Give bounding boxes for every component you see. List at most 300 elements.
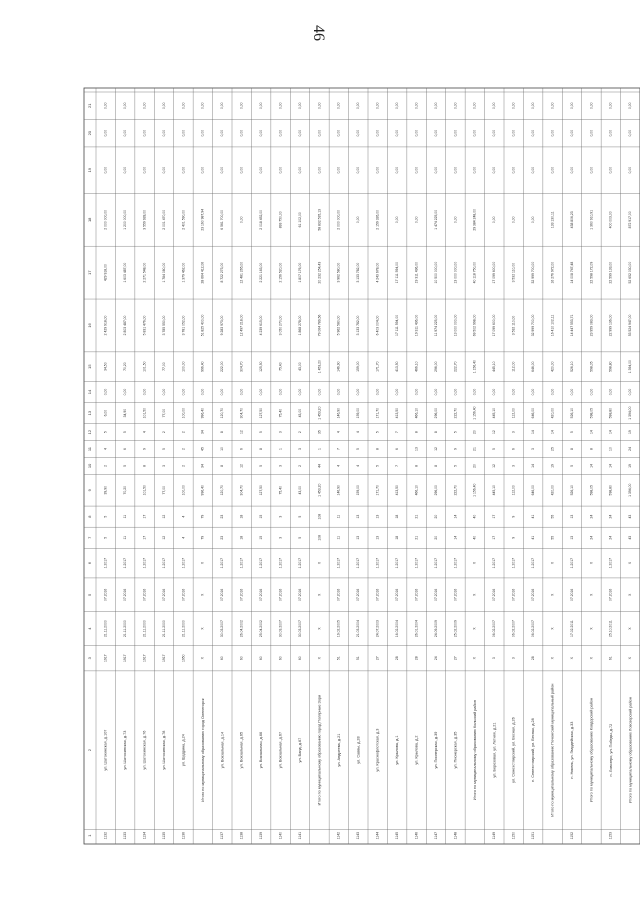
- table-cell: 413,50: [395, 361, 400, 372]
- table-cell-address: Итого по муниципальному образованию Ловозерский район: [628, 697, 633, 804]
- table-cell: X: [317, 657, 322, 660]
- column-header-number: 11: [87, 446, 93, 452]
- table-cell: 34,50: [103, 362, 108, 371]
- table-cell: 12: [492, 430, 497, 435]
- table-cell: 2: [297, 464, 302, 467]
- table-cell: 35: [317, 430, 322, 435]
- table-cell: 19: [550, 464, 555, 468]
- table-cell: 0,00: [278, 388, 283, 396]
- table-cell: 420,00: [550, 485, 555, 496]
- table-cell: 1 807 176,00: [297, 262, 302, 283]
- table-cell: 0,00: [608, 102, 613, 110]
- table-cell: 1.2017: [433, 557, 438, 569]
- table-cell: 9 283 973,00: [220, 315, 225, 336]
- table-cell: 0,00: [395, 129, 400, 137]
- table-cell: 0,00: [181, 388, 186, 396]
- table-cell: 0,00: [492, 129, 497, 137]
- table-cell: 1147: [433, 832, 438, 840]
- table-cell: 1136: [181, 832, 186, 840]
- table-cell: 32 999 700,00: [531, 261, 536, 284]
- table-cell: 10: [608, 447, 613, 451]
- table-cell: 2 803 487,00: [123, 315, 128, 336]
- table-cell: 3: [278, 536, 283, 539]
- table-cell: 6: [239, 448, 244, 450]
- table-cell: 1.2017: [181, 557, 186, 569]
- table-cell: 13: [356, 535, 361, 540]
- table-cell-address: ул. Вокзальная, д.66: [259, 731, 264, 769]
- table-cell: 21.11.2000: [161, 620, 166, 637]
- table-cell: 0,00: [395, 216, 400, 224]
- table-cell: 127,50: [259, 485, 264, 496]
- table-cell: 1.2017: [414, 557, 419, 569]
- table-cell: 1.2017: [453, 557, 458, 569]
- table-cell: 1917: [142, 654, 147, 662]
- table-cell: 1141: [297, 832, 302, 840]
- table-cell: 12: [433, 447, 438, 451]
- table-cell: 0,00: [200, 102, 205, 110]
- table-cell: 79: [200, 535, 205, 540]
- table-cell: 8: [433, 431, 438, 434]
- table-cell: 25.04.2002: [259, 620, 264, 638]
- table-cell: 1152: [569, 832, 574, 840]
- table-cell: 3 785 550,00: [161, 315, 166, 336]
- table-cell: 75,40: [278, 485, 283, 495]
- table-cell: 0,00: [356, 166, 361, 174]
- table-cell: 5: [453, 464, 458, 467]
- table-cell: 24: [628, 447, 633, 451]
- table-cell: 8: [589, 448, 594, 450]
- table-cell: 2 401 590,00: [181, 209, 186, 230]
- table-cell: 0,00: [200, 388, 205, 396]
- table-cell: 1135: [161, 832, 166, 840]
- table-cell: 120,70: [220, 407, 225, 419]
- table-cell: 25: [550, 447, 555, 451]
- column-header-number: 21: [87, 103, 93, 108]
- table-cell: 16 276 972,00: [550, 261, 555, 284]
- table-cell: 112,00: [511, 361, 516, 372]
- table-cell: 14: [550, 430, 555, 435]
- table-cell: 29 384 248,00: [472, 208, 477, 231]
- column-header-number: 7: [87, 536, 93, 539]
- column-header-number: 9: [87, 489, 93, 492]
- table-cell: 526,10: [569, 361, 574, 372]
- table-cell: 07.2016: [395, 588, 400, 601]
- table-cell: 8: [220, 431, 225, 434]
- table-cell: 0,00: [220, 388, 225, 396]
- table-cell: 07.2016: [414, 588, 419, 601]
- table-cell: 30.03.2007: [278, 620, 283, 638]
- table-cell: 0,00: [492, 166, 497, 174]
- table-cell: 24.09.2009: [433, 620, 438, 638]
- table-cell: 21: [414, 514, 419, 519]
- table-cell: 0,00: [142, 388, 147, 396]
- table-cell: 17 111 594,00: [395, 314, 400, 337]
- table-cell: 12: [161, 535, 166, 540]
- table-cell: X: [472, 657, 477, 660]
- table-cell: 646,00: [531, 361, 536, 372]
- table-cell: 1142: [336, 832, 341, 840]
- table-cell-address: Итого по муниципальному образованию Печенгский муниципальный район: [550, 683, 555, 817]
- table-cell: 18: [395, 514, 400, 519]
- table-cell: 24: [433, 656, 438, 661]
- table-cell: 11: [336, 514, 341, 519]
- table-cell: 77,00: [161, 408, 166, 418]
- table-cell: 1 360 910,91: [589, 209, 594, 230]
- table-cell: 5: [123, 431, 128, 434]
- table-cell: 1.2017: [259, 557, 264, 569]
- table-cell: 25.02.2009: [453, 620, 458, 638]
- table-cell: 0,00: [356, 129, 361, 137]
- table-cell: 0,00: [259, 166, 264, 174]
- table-cell: 07.2016: [297, 588, 302, 601]
- table-cell: 70,20: [123, 362, 128, 371]
- table-cell: X: [589, 593, 594, 596]
- table-cell: 0,00: [453, 129, 458, 137]
- table-cell: 5: [259, 464, 264, 467]
- table-cell: 101,50: [142, 485, 147, 496]
- table-cell: 1 453,20: [317, 483, 322, 497]
- table-cell: 112,00: [511, 408, 516, 419]
- table-cell: 6: [395, 448, 400, 450]
- table-cell: 4: [336, 431, 341, 434]
- table-cell: 0,00: [472, 102, 477, 110]
- table-cell: 3: [492, 657, 497, 660]
- table-cell: 0,00: [569, 102, 574, 110]
- table-cell: 171,70: [375, 361, 380, 372]
- table-cell: 39,90: [103, 485, 108, 495]
- table-cell: 20: [433, 535, 438, 540]
- table-cell: 3 133 782,00: [356, 315, 361, 336]
- table-cell: 15: [259, 535, 264, 540]
- table-cell: 2: [181, 464, 186, 467]
- table-cell: 101,50: [142, 407, 147, 419]
- table-cell: 07.2016: [336, 588, 341, 601]
- table-cell: 2 018 452,00: [259, 209, 264, 230]
- table-cell: 0,00: [472, 166, 477, 174]
- table-cell-address: ул. Краснофлотская, д.3: [375, 728, 380, 772]
- table-cell: 07.2016: [531, 588, 536, 601]
- table-cell: 19 311 436,00: [414, 314, 419, 337]
- table-cell: 0,00: [433, 129, 438, 137]
- table-cell: 27: [375, 656, 380, 661]
- table-cell: X: [550, 593, 555, 596]
- table-cell: 60: [239, 656, 244, 661]
- column-header-number: 1: [87, 834, 93, 837]
- table-cell: X: [569, 657, 574, 660]
- table-cell: 43,00: [297, 485, 302, 495]
- table-cell: 100,00: [181, 361, 186, 372]
- table-cell: 0,00: [608, 166, 613, 174]
- table-cell: 3: [278, 431, 283, 434]
- table-cell: 16 410 102,11: [550, 314, 555, 337]
- table-cell: 108: [317, 513, 322, 520]
- table-cell: 28 664 412,06: [200, 261, 205, 284]
- table-cell: 41: [531, 514, 536, 519]
- table-cell: 296,00: [433, 361, 438, 372]
- table-cell: 11: [123, 536, 128, 540]
- table-cell: X: [550, 561, 555, 565]
- table-cell: 77,00: [161, 485, 166, 495]
- table-cell: 07.2016: [161, 588, 166, 601]
- table-cell: 0,00: [511, 102, 516, 110]
- table-cell: 0,00: [220, 129, 225, 137]
- table-cell: 0,00: [395, 166, 400, 174]
- table-cell: 17: [142, 514, 147, 519]
- table-cell: 1151: [531, 832, 536, 840]
- table-cell: 22 999 136,00: [608, 314, 613, 337]
- table-cell: 1917: [123, 654, 128, 662]
- table-cell: 26.01.2004: [414, 620, 419, 638]
- column-header-number: 14: [87, 389, 93, 395]
- table-cell: 5 962 580,00: [336, 315, 341, 336]
- table-cell: 07.2016: [453, 588, 458, 601]
- table-cell: 0,00: [123, 129, 128, 137]
- table-cell: 5: [297, 536, 302, 539]
- column-header-number: 5: [87, 593, 93, 596]
- table-cell: 18: [239, 535, 244, 540]
- table-cell: 598,80: [608, 485, 613, 496]
- table-cell: 34: [200, 430, 205, 435]
- table-cell: 646,00: [531, 485, 536, 496]
- table-cell: 21.11.2000: [103, 620, 108, 637]
- table-cell: 1 156,40: [472, 406, 477, 420]
- table-cell: 27: [453, 656, 458, 661]
- column-header-number: 17: [87, 270, 93, 275]
- table-cell: 0,00: [336, 388, 341, 396]
- table-cell: 1 156,40: [472, 360, 477, 374]
- table-cell: 1 156,40: [472, 483, 477, 497]
- table-cell: 466,10: [414, 361, 419, 372]
- table-cell: 1137: [220, 832, 225, 840]
- table-cell: 4: [336, 464, 341, 467]
- table-cell: 0,00: [161, 102, 166, 110]
- table-cell: 0,00: [278, 166, 283, 174]
- table-cell: 1150: [511, 832, 516, 840]
- table-cell: 1: [278, 448, 283, 450]
- table-cell: 19 311 436,00: [414, 261, 419, 284]
- table-cell: 51: [356, 656, 361, 661]
- table-cell: 1.2017: [336, 557, 341, 569]
- table-cell-address: ул. Шатохинская, д.107: [103, 729, 108, 771]
- table-cell: 0,00: [414, 102, 419, 110]
- table-cell: 14: [608, 430, 613, 435]
- table-cell: 1.2017: [142, 557, 147, 569]
- table-cell: 9: [511, 515, 516, 518]
- table-cell: 0,00: [531, 129, 536, 137]
- table-cell: 14: [453, 535, 458, 540]
- table-cell: 1917: [103, 654, 108, 662]
- table-cell: 1 394,00: [628, 483, 633, 497]
- table-cell: X: [200, 561, 205, 565]
- table-cell: 445,10: [492, 407, 497, 419]
- table-cell: 0,00: [628, 388, 633, 396]
- table-cell-address: ул. Щедрина, д.24: [181, 734, 186, 767]
- column-header-number: 8: [87, 515, 93, 518]
- table-cell: 159,00: [356, 485, 361, 496]
- table-cell: 60: [297, 656, 302, 661]
- table-cell: 7: [336, 448, 341, 450]
- table-cell: 0,00: [142, 166, 147, 174]
- table-cell: 304,70: [239, 485, 244, 496]
- table-cell: 0,00: [472, 129, 477, 137]
- table-cell: 0,00: [161, 129, 166, 137]
- table-cell: 1.2017: [123, 557, 128, 569]
- table-cell: 5 831 476,00: [142, 315, 147, 336]
- table-cell: 07.2016: [220, 588, 225, 601]
- table-cell: 21.11.2000: [142, 620, 147, 637]
- table-cell: 159,00: [356, 407, 361, 419]
- table-cell: 0,00: [297, 102, 302, 110]
- table-cell: X: [628, 593, 633, 596]
- column-header-number: 6: [87, 562, 93, 565]
- table-cell: 24: [608, 535, 613, 540]
- table-cell: 1 784 080,00: [161, 262, 166, 283]
- table-cell: 296,00: [433, 485, 438, 496]
- table-cell: 8 722 273,00: [220, 262, 225, 283]
- table-cell: 07.2016: [142, 588, 147, 601]
- table-cell: 0,00: [142, 102, 147, 110]
- table-cell: 14: [531, 464, 536, 468]
- table-cell: 60: [259, 656, 264, 661]
- column-header-number: 2: [87, 748, 93, 752]
- table-cell: 1.2017: [356, 557, 361, 569]
- table-cell: 1.2017: [297, 557, 302, 569]
- table-cell: 2: [103, 464, 108, 467]
- table-cell: 445,10: [492, 485, 497, 496]
- table-cell: 120,70: [220, 485, 225, 496]
- table-cell: 0,00: [239, 216, 244, 224]
- table-cell: 21.11.2000: [181, 620, 186, 637]
- table-cell: 4 239 615,00: [259, 315, 264, 336]
- table-cell: 18: [239, 514, 244, 519]
- table-cell: X: [550, 657, 555, 660]
- table-cell: 0,00: [317, 166, 322, 174]
- table-cell: 19: [628, 464, 633, 468]
- table-cell: 1 200 000,00: [123, 209, 128, 230]
- table-cell: X: [200, 627, 205, 630]
- table-cell: 222,70: [453, 407, 458, 419]
- table-cell: 12: [239, 430, 244, 435]
- table-cell: 14: [531, 430, 536, 435]
- table-cell: 17.02.2011: [569, 620, 574, 637]
- table-cell: 0,00: [569, 388, 574, 396]
- table-cell: 43,00: [297, 408, 302, 418]
- table-cell-address: ул. Шатохинская, д.73: [123, 730, 128, 770]
- table-cell: 23: [220, 535, 225, 540]
- table-cell: 0,00: [569, 129, 574, 137]
- table-cell: 0,00: [356, 388, 361, 396]
- table-cell: 171,70: [375, 485, 380, 496]
- table-cell: 17 099 600,00: [492, 261, 497, 284]
- table-cell: 5: [375, 464, 380, 467]
- table-cell: 0,00: [278, 129, 283, 137]
- table-cell: 0,00: [336, 129, 341, 137]
- table-cell: 45: [200, 447, 205, 451]
- table-cell: 112,00: [511, 485, 516, 496]
- table-cell: 9: [511, 536, 516, 539]
- table-cell: 0,00: [375, 129, 380, 137]
- table-cell-address: ул. Крылова, д.2: [414, 735, 419, 765]
- table-cell: 14: [589, 464, 594, 468]
- table-cell: 52 652 030,00: [628, 261, 633, 284]
- table-cell: 28: [395, 656, 400, 661]
- table-cell: X: [200, 593, 205, 596]
- table-cell: 3 781 052,00: [181, 315, 186, 336]
- table-cell: 40 118 750,00: [472, 261, 477, 284]
- table-cell: 0,00: [142, 129, 147, 137]
- table-cell: 40: [472, 535, 477, 540]
- table-cell: 2 429 918,00: [103, 315, 108, 336]
- table-cell: 1153: [608, 832, 613, 840]
- table-cell: 6 403 004,00: [375, 315, 380, 336]
- table-cell: 1 379 462,00: [181, 262, 186, 283]
- table-cell: 5: [259, 431, 264, 434]
- column-header-number: 10: [87, 463, 93, 469]
- table-cell: 0,00: [395, 388, 400, 396]
- table-cell: 14: [453, 514, 458, 519]
- table-cell: 0,00: [550, 129, 555, 137]
- table-cell: 07.2016: [569, 588, 574, 601]
- table-cell-address: ул. Вокзальная, д.67: [278, 731, 283, 769]
- table-cell: 5: [569, 431, 574, 434]
- table-cell: 24: [589, 514, 594, 519]
- table-cell: 4: [356, 464, 361, 467]
- table-cell: 413,50: [395, 407, 400, 419]
- table-cell: 25.10.2011: [608, 620, 613, 637]
- table-cell-address: Итого по муниципальному образованию Кольский район: [472, 700, 477, 800]
- table-cell: 0,00: [181, 102, 186, 110]
- table-cell: 108: [317, 534, 322, 541]
- table-border: [84, 88, 640, 844]
- table-cell-address: п. Сенеэстлирский, ул. Весная, д.28: [531, 718, 536, 782]
- table-cell: 11: [123, 514, 128, 519]
- table-cell: 0,00: [395, 102, 400, 110]
- table-cell: 06.02.2007: [492, 620, 497, 638]
- table-cell-address: ул. Пионерская, д.39: [434, 731, 438, 769]
- table-cell: 1: [317, 448, 322, 450]
- table-cell: 14: [589, 430, 594, 435]
- table-cell: 996,40: [200, 361, 205, 372]
- table-cell: 0,00: [589, 166, 594, 174]
- table-cell: 5: [569, 464, 574, 467]
- table-cell: 32 999 700,00: [531, 314, 536, 337]
- table-cell: 7: [395, 431, 400, 434]
- table-cell: 1.2017: [220, 557, 225, 569]
- table-cell: 20: [433, 514, 438, 519]
- table-cell: 13: [569, 514, 574, 519]
- column-header-number: 16: [87, 323, 93, 328]
- table-cell: 0,00: [278, 102, 283, 110]
- table-cell: 0,00: [433, 166, 438, 174]
- table-cell: 16.02.2004: [395, 620, 400, 638]
- table-cell: 1 453,20: [317, 406, 322, 420]
- column-header-number: 13: [87, 410, 93, 416]
- table-cell: 1917: [161, 654, 166, 662]
- table-cell: 0,00: [259, 388, 264, 396]
- table-cell: 526,10: [569, 407, 574, 419]
- table-cell: 0,00: [628, 102, 633, 110]
- table-cell: 79 064 789,56: [317, 314, 322, 337]
- table-cell: 0,00: [550, 102, 555, 110]
- table-cell: 1140: [278, 832, 283, 840]
- table-cell: 0,00: [103, 129, 108, 137]
- table-cell: 1 394,00: [628, 360, 633, 374]
- table-cell: 1 603 487,00: [123, 262, 128, 283]
- table-cell-address: ул. Березовая, ул. Летняя, д.21: [492, 722, 497, 778]
- table-cell: 0,00: [511, 388, 516, 396]
- table-cell: 0,00: [103, 388, 108, 396]
- table-cell: 996,40: [200, 485, 205, 496]
